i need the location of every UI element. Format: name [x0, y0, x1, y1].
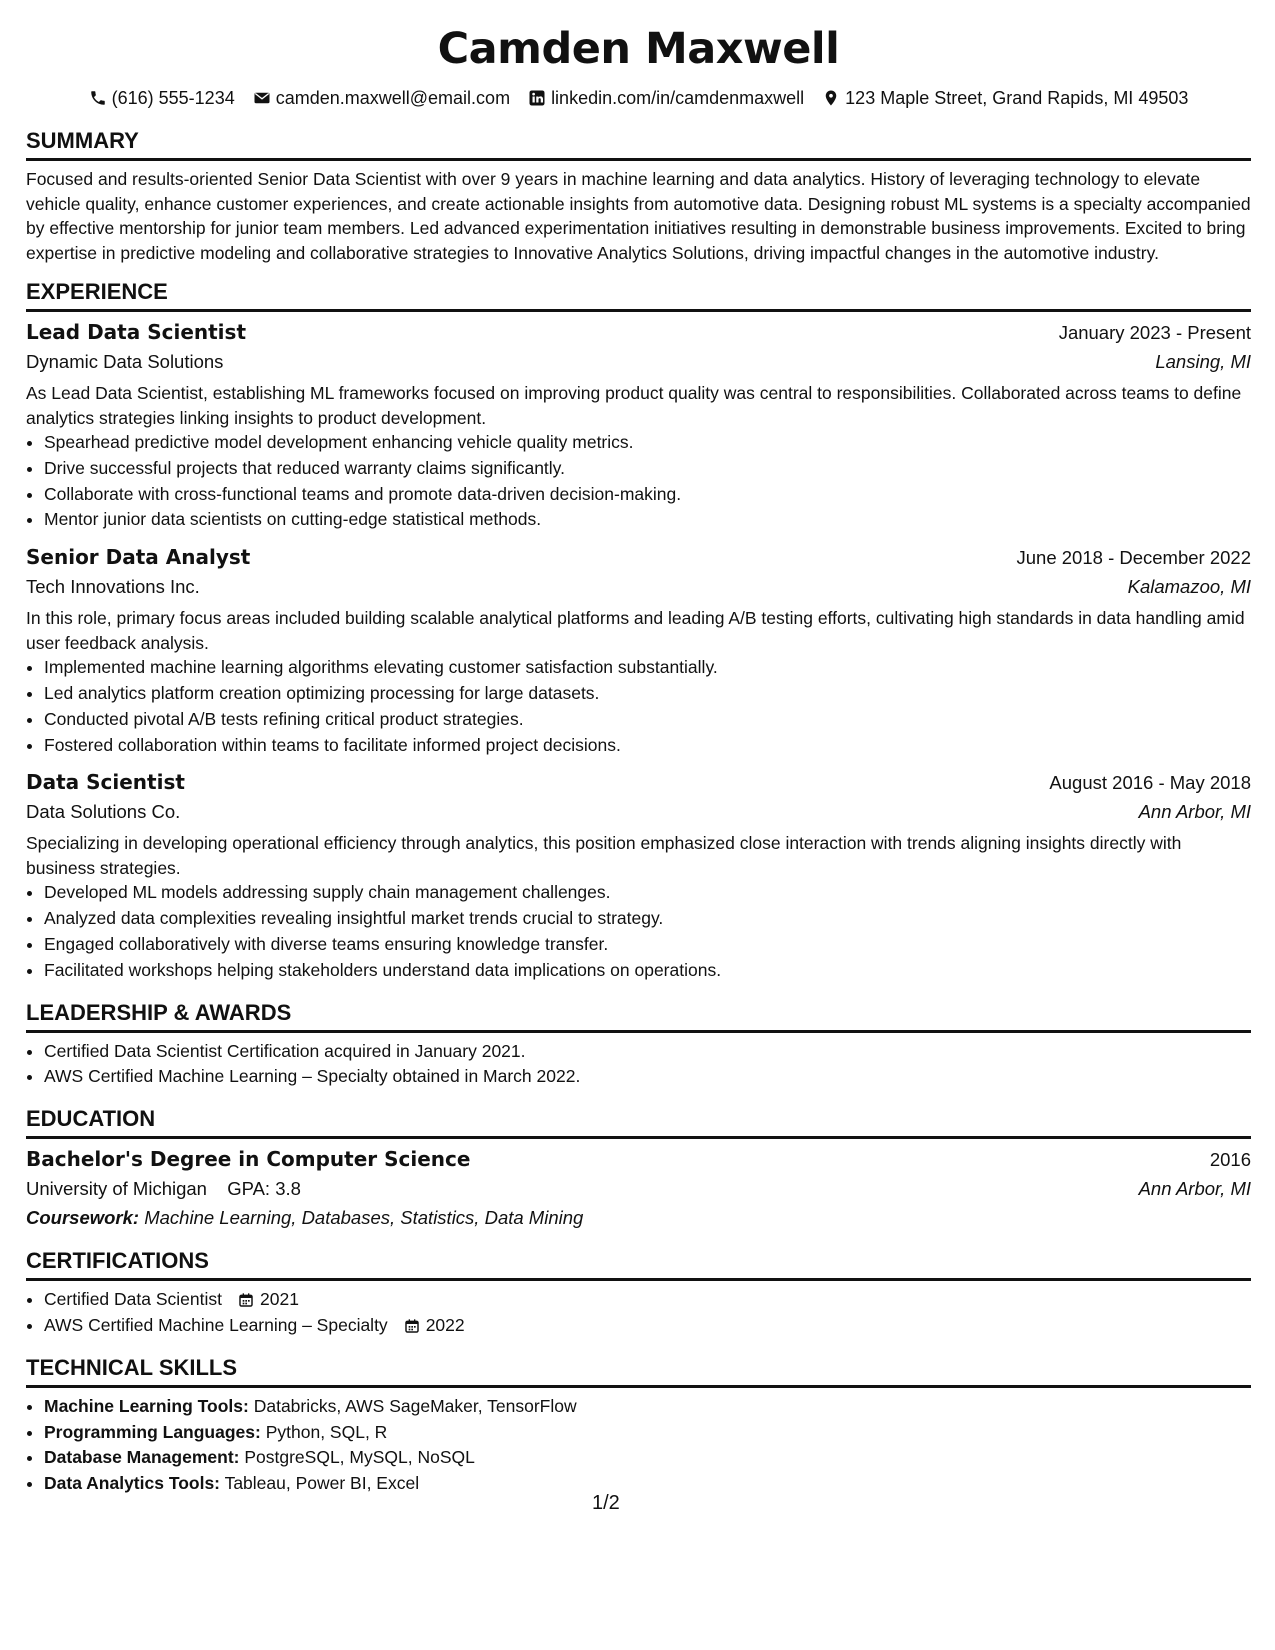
- section-title-summary: SUMMARY: [26, 128, 1251, 161]
- leadership-section: [26, 1000, 1251, 1091]
- skill-value: Python, SQL, R: [265, 1421, 388, 1442]
- address-text: 123 Maple Street, Grand Rapids, MI 49503: [845, 87, 1189, 108]
- calendar-icon: [404, 1318, 420, 1334]
- graduation-year: 2016: [1209, 1149, 1251, 1171]
- job-description: Specializing in developing operational efficiency through analytics, this position emphasized close interaction with trends aligning insights directly with business strategies.: [26, 833, 1182, 878]
- school-location: Ann Arbor, MI: [1138, 1178, 1251, 1200]
- skill-label: Database Management:: [44, 1447, 240, 1468]
- list-item: • Analyzed data complexities revealing insightful market trends crucial to strategy.: [44, 906, 1251, 932]
- school-name: University of Michigan: [26, 1178, 207, 1200]
- skill-label: Programming Languages:: [44, 1421, 261, 1442]
- contact-email[interactable]: [253, 88, 510, 109]
- certifications-section: [26, 1248, 1251, 1339]
- list-item: [44, 1287, 1251, 1313]
- job-location: Lansing, MI: [1155, 351, 1251, 372]
- list-item: [44, 1313, 1251, 1339]
- job-location: Ann Arbor, MI: [1138, 801, 1251, 823]
- skill-value: Tableau, Power BI, Excel: [224, 1473, 420, 1494]
- job-entry: [26, 543, 1251, 758]
- certifications-list: [26, 1287, 1251, 1339]
- envelope-icon: [253, 89, 271, 107]
- coursework: [26, 1204, 1251, 1232]
- phone-text: (616) 555-1234: [111, 87, 235, 108]
- list-item: • AWS Certified Machine Learning – Specialty obtained in March 2022.: [44, 1064, 1251, 1090]
- list-item: • Drive successful projects that reduced warranty claims significantly.: [44, 456, 1251, 482]
- list-item: • Engaged collaboratively with diverse teams ensuring knowledge transfer.: [44, 932, 1251, 958]
- skill-value: Databricks, AWS SageMaker, TensorFlow: [253, 1395, 577, 1416]
- page-number: 1/2: [592, 1492, 620, 1514]
- section-title-leadership: LEADERSHIP & AWARDS: [26, 1000, 1251, 1033]
- coursework-list: Machine Learning, Databases, Statistics, Data Mining: [144, 1207, 584, 1229]
- list-item: [44, 1394, 1251, 1420]
- skill-label: Machine Learning Tools:: [44, 1395, 249, 1416]
- email-link[interactable]: camden.maxwell@email.com: [275, 87, 511, 108]
- job-bullets: [26, 430, 1251, 533]
- leadership-list: [26, 1039, 1251, 1091]
- list-item: [44, 1445, 1251, 1471]
- list-item: • Led analytics platform creation optimizing processing for large datasets.: [44, 681, 1251, 707]
- job-dates: January 2023 - Present: [1058, 322, 1251, 343]
- cert-year: 2022: [425, 1314, 465, 1335]
- education-section: [26, 1106, 1251, 1232]
- contact-bar: [26, 86, 1251, 110]
- job-bullets: [26, 880, 1251, 983]
- cert-name: • Certified Data Scientist: [44, 1289, 222, 1310]
- list-item: • Mentor junior data scientists on cutting-edge statistical methods.: [44, 507, 1251, 533]
- list-item: • Spearhead predictive model development enhancing vehicle quality metrics.: [44, 430, 1251, 456]
- list-item: • Developed ML models addressing supply chain management challenges.: [44, 880, 1251, 906]
- linkedin-icon: [528, 89, 546, 107]
- summary-text: Focused and results-oriented Senior Data Scientist with over 9 years in machine learning and data analytics. History of leveraging technology to elevate vehicle quality, enhance customer experiences, and create actionable insights from automotive data. Designing robust ML systems is a specialty accompanied by effective mentorship for junior team members. Led advanced experimentation initiatives resulting in demonstrable business improvements. Excited to bring expertise in predictive modeling and collaborative strategies to Innovative Analytics Solutions, driving impactful changes in the automotive industry.: [26, 169, 1251, 263]
- experience-section: [26, 279, 1251, 984]
- job-bullets: [26, 655, 1251, 758]
- skill-label: Data Analytics Tools:: [44, 1473, 221, 1494]
- coursework-label: Coursework:: [26, 1207, 140, 1229]
- calendar-icon: [238, 1292, 254, 1308]
- job-description: As Lead Data Scientist, establishing ML frameworks focused on improving product quality was central to responsibilities. Collaborated across teams to define analytics strategies linking insights to product development.: [26, 383, 1242, 428]
- list-item: • Collaborate with cross-functional teams and promote data-driven decision-making.: [44, 482, 1251, 508]
- skills-list: [26, 1394, 1251, 1497]
- list-item: [44, 1420, 1251, 1446]
- list-item: [44, 1471, 1251, 1497]
- contact-phone: [89, 88, 235, 109]
- job-company: Dynamic Data Solutions: [26, 351, 224, 372]
- cert-name: • AWS Certified Machine Learning – Specialty: [44, 1314, 388, 1335]
- skill-value: PostgreSQL, MySQL, NoSQL: [244, 1447, 475, 1468]
- job-title: Lead Data Scientist: [26, 320, 246, 344]
- list-item: • Facilitated workshops helping stakeholders understand data implications on operations.: [44, 958, 1251, 984]
- section-title-experience: EXPERIENCE: [26, 279, 1251, 312]
- section-title-skills: TECHNICAL SKILLS: [26, 1355, 1251, 1388]
- list-item: • Fostered collaboration within teams to facilitate informed project decisions.: [44, 733, 1251, 759]
- candidate-name: Camden Maxwell: [437, 24, 840, 74]
- linkedin-link[interactable]: linkedin.com/in/camdenmaxwell: [551, 87, 805, 108]
- job-title: Data Scientist: [26, 770, 185, 795]
- job-title: Senior Data Analyst: [26, 545, 251, 570]
- job-company: Data Solutions Co.: [26, 801, 181, 823]
- job-entry: [26, 318, 1251, 533]
- list-item: • Certified Data Scientist Certification acquired in January 2021.: [44, 1039, 1251, 1065]
- contact-address: [822, 88, 1188, 109]
- gpa: GPA: 3.8: [227, 1178, 301, 1200]
- section-title-certifications: CERTIFICATIONS: [26, 1248, 1251, 1281]
- resume-page: [26, 0, 1251, 1497]
- list-item: • Implemented machine learning algorithms elevating customer satisfaction substantially.: [44, 655, 1251, 681]
- job-company: Tech Innovations Inc.: [26, 576, 200, 598]
- summary-section: [26, 128, 1251, 265]
- job-dates: August 2016 - May 2018: [1049, 772, 1251, 794]
- job-description: In this role, primary focus areas included building scalable analytical platforms and leading A/B testing efforts, cultivating high standards in data handling amid user feedback analysis.: [26, 608, 1245, 653]
- cert-year: 2021: [260, 1289, 299, 1310]
- phone-icon: [89, 89, 107, 107]
- contact-linkedin[interactable]: [528, 88, 804, 109]
- section-title-education: EDUCATION: [26, 1106, 1251, 1139]
- job-location: Kalamazoo, MI: [1127, 576, 1251, 598]
- map-pin-icon: [822, 89, 840, 107]
- job-dates: June 2018 - December 2022: [1016, 547, 1251, 569]
- degree-title: Bachelor's Degree in Computer Science: [26, 1147, 471, 1172]
- list-item: • Conducted pivotal A/B tests refining critical product strategies.: [44, 707, 1251, 733]
- job-entry: [26, 768, 1251, 983]
- skills-section: [26, 1355, 1251, 1497]
